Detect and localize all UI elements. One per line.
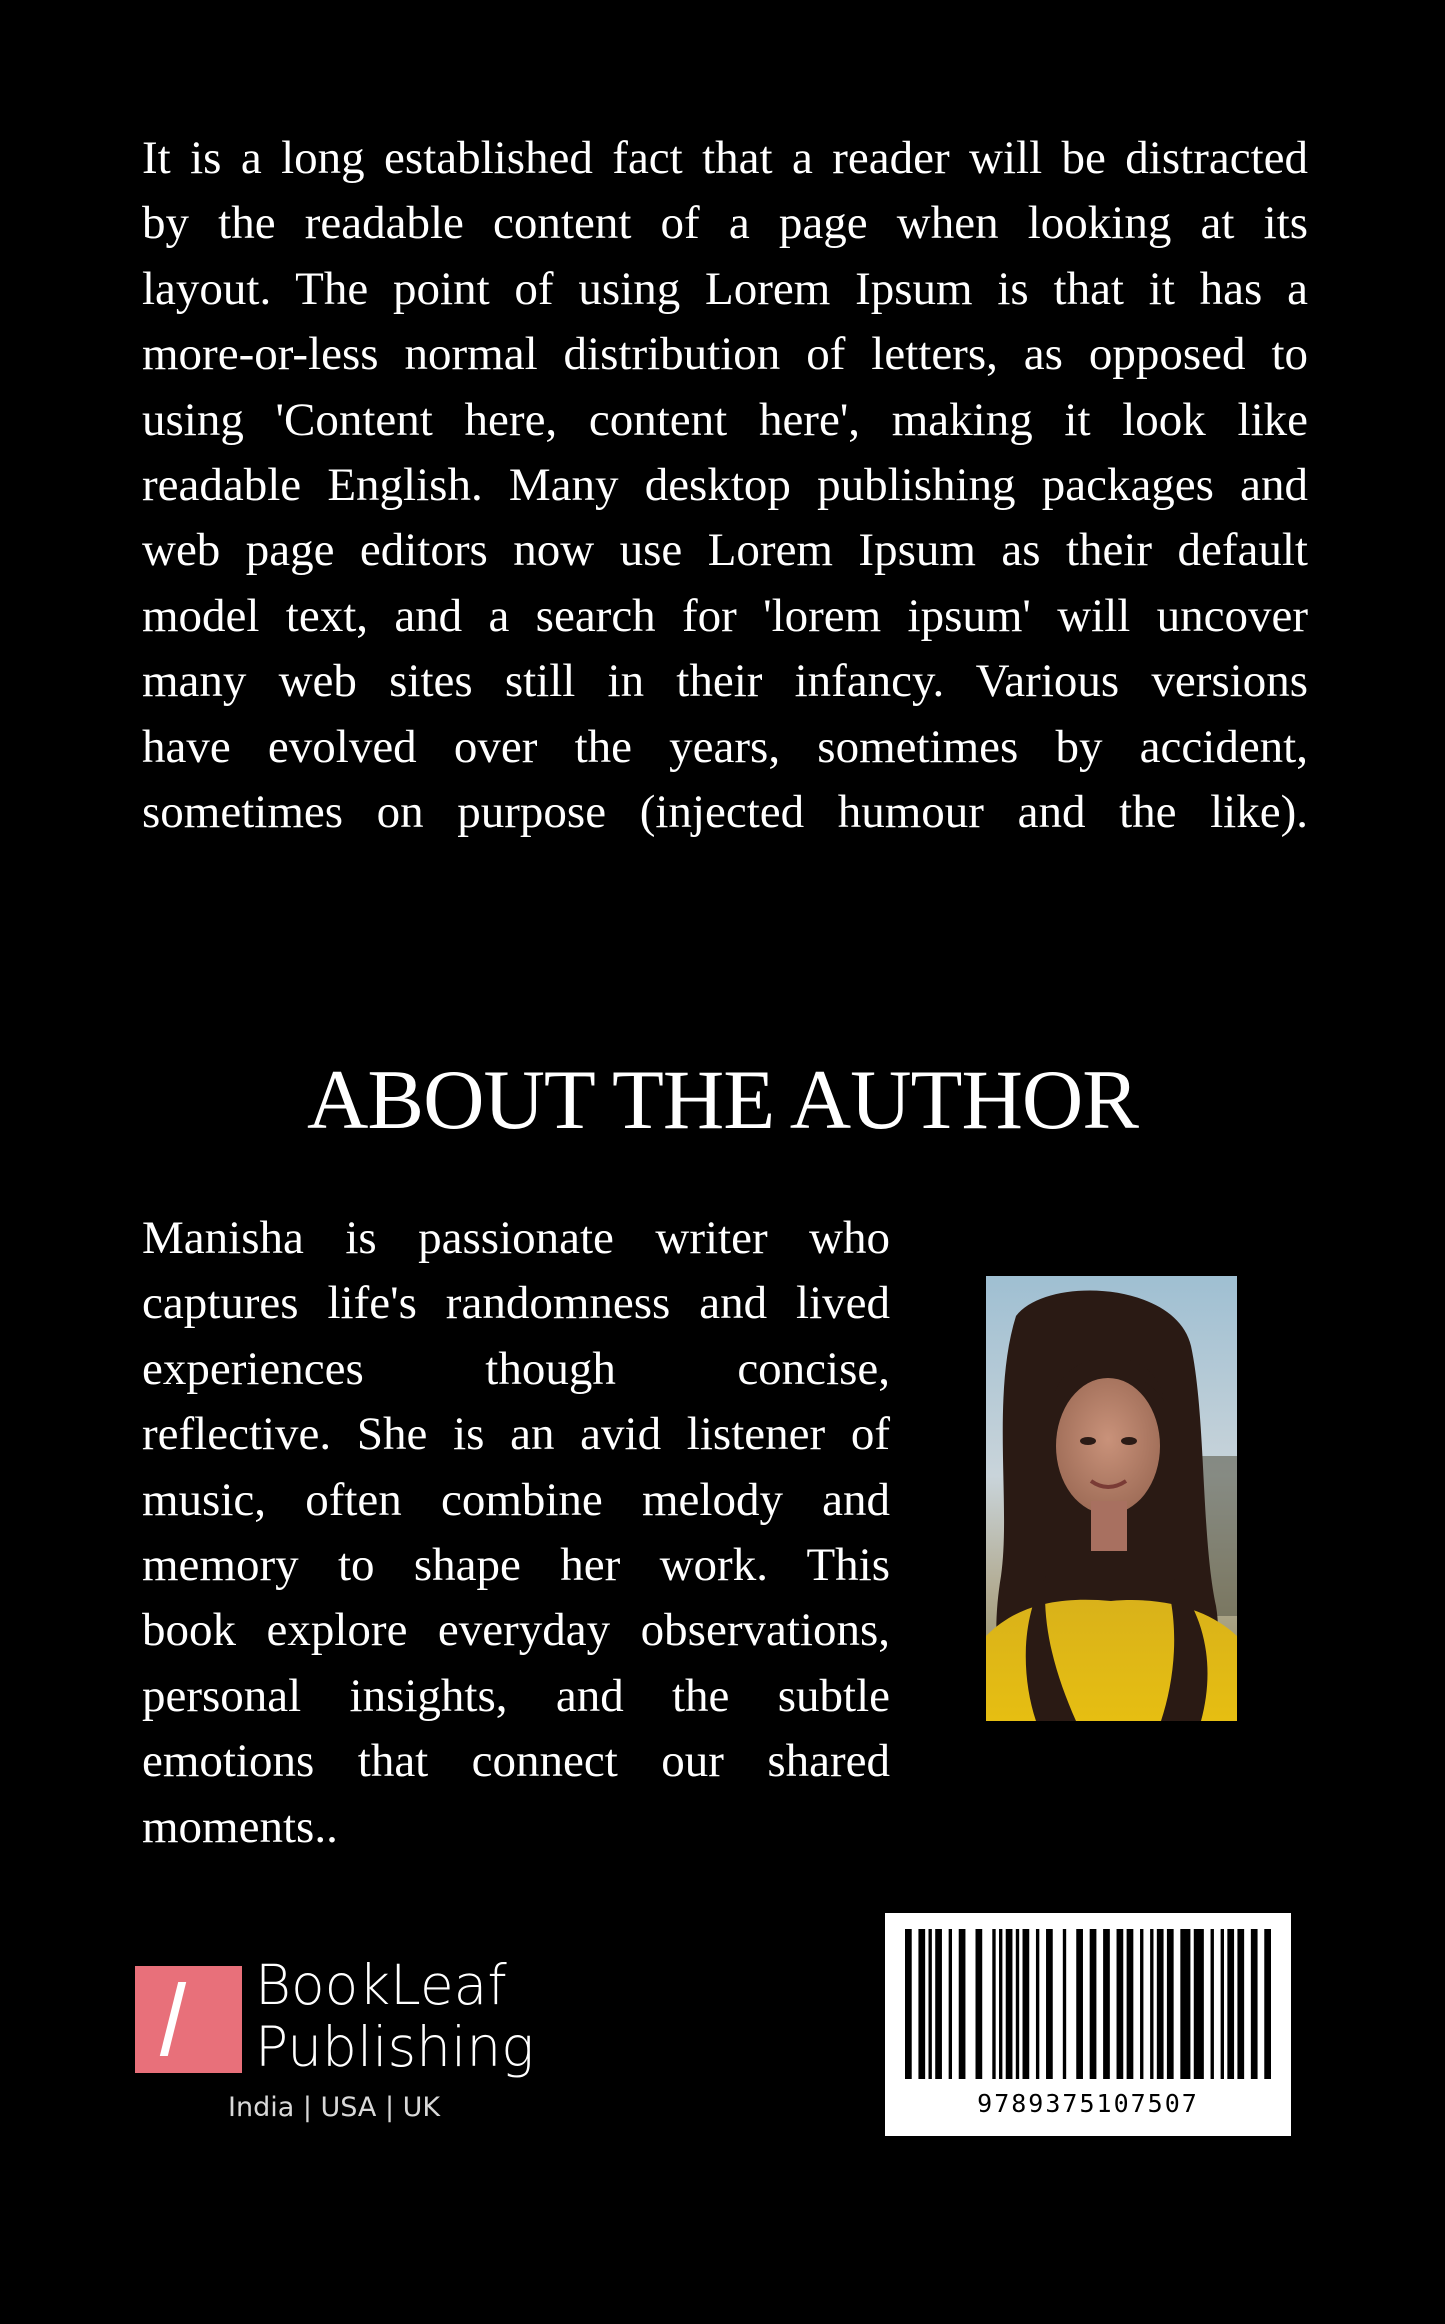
publisher-regions: India | USA | UK [228,2092,441,2123]
barcode-bar [1016,1929,1019,2079]
isbn-barcode [885,1913,1291,2136]
bio-line: Manisha is passionate writer who [142,1212,890,1264]
blurb-line: using 'Content here, content here', making it look like [142,393,1308,446]
author-bio [142,1206,890,1860]
barcode-bar [999,1929,1002,2079]
publisher-name [255,1954,534,2078]
barcode-bar [1237,1929,1244,2079]
barcode-bar [1046,1929,1053,2079]
barcode-bar [1150,1929,1153,2079]
barcode-bar [992,1929,995,2079]
blurb-line: web page editors now use Lorem Ipsum as their default [142,524,1308,577]
barcode-bar [949,1929,952,2079]
blurb-line: It is a long established fact that a reader will be distracted [142,132,1308,184]
barcode-bar [1157,1929,1164,2079]
blurb-line: model text, and a search for 'lorem ipsum' will uncover [142,589,1308,642]
bio-line: personal insights, and the subtle [142,1669,890,1722]
barcode-bar [1194,1929,1204,2079]
barcode-bar [929,1929,932,2079]
blurb-line: many web sites still in their infancy. Various versions [142,655,1308,708]
blurb-line: sometimes on purpose (injected humour and the like). [142,786,1308,839]
blurb-line: layout. The point of using Lorem Ipsum is that it has a [142,262,1308,315]
barcode-bar [1211,1929,1214,2079]
slash-icon [160,1982,186,2056]
back-cover-blurb [142,126,1308,845]
barcode-bar [1036,1929,1039,2079]
bio-line: book explore everyday observations, [142,1604,890,1657]
barcode-bar [1167,1929,1174,2079]
bio-line: emotions that connect our shared [142,1735,890,1788]
barcode-bar [1063,1929,1066,2079]
publisher-name-line1: BookLeaf [255,1953,507,2017]
blurb-line: have evolved over the years, sometimes by accident, [142,720,1308,773]
barcode-bar [1127,1929,1134,2079]
blurb-line: more-or-less normal distribution of letters, as opposed to [142,328,1308,381]
barcode-bar [1006,1929,1013,2079]
bio-line: reflective. She is an avid listener of [142,1408,890,1461]
blurb-line: readable English. Many desktop publishing packages and [142,459,1308,512]
bio-line: experiences though concise, [142,1342,890,1395]
barcode-bar [1117,1929,1124,2079]
barcode-bar [976,1929,983,2079]
publisher-logo [135,1953,535,2132]
barcode-bar [1076,1929,1083,2079]
bio-line: moments.. [142,1800,338,1853]
barcode-bar [1221,1929,1224,2079]
barcode-bar [1180,1929,1190,2079]
barcode-bar [1090,1929,1097,2079]
barcode-bar [1023,1929,1030,2079]
barcode-bar [905,1929,912,2079]
publisher-name-line2: Publishing [255,2015,535,2079]
barcode-bar [1227,1929,1234,2079]
author-photo [986,1276,1237,1721]
bio-line: memory to shape her work. This [142,1539,890,1592]
barcode-bars-icon [905,1929,1271,2079]
blurb-line: by the readable content of a page when looking at its [142,197,1308,250]
barcode-bar [1264,1929,1271,2079]
barcode-bar [1251,1929,1258,2079]
about-author-heading: ABOUT THE AUTHOR [307,1053,1138,1147]
bio-line: captures life's randomness and lived [142,1277,890,1330]
isbn-number: 9789375107507 [977,2089,1199,2118]
barcode-bar [935,1929,942,2079]
bio-line: music, often combine melody and [142,1473,890,1526]
barcode-bar [1140,1929,1143,2079]
barcode-bar [959,1929,966,2079]
barcode-bar [1103,1929,1110,2079]
barcode-bar [918,1929,925,2079]
bookleaf-logo-icon [135,1966,242,2073]
